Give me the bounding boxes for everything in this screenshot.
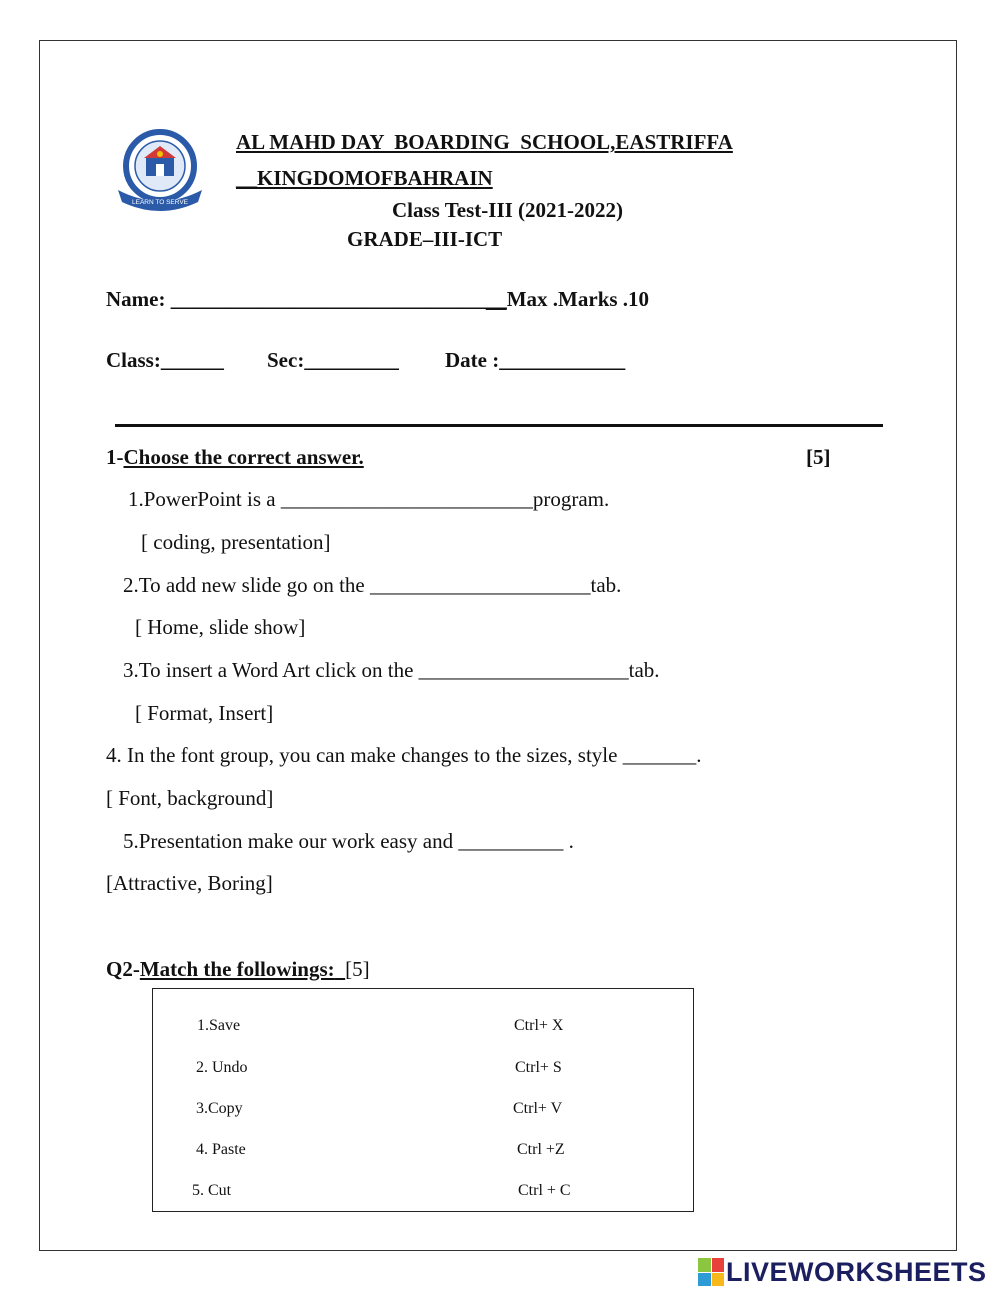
match-right-2[interactable]: Ctrl+ S <box>515 1059 562 1076</box>
name-label: Name: ______________________________ <box>106 287 486 311</box>
max-marks: Max .Marks .10 <box>506 287 650 311</box>
section2-title: Match the followings: <box>139 957 335 981</box>
date-field[interactable]: Date :____________ <box>445 348 626 372</box>
question-2[interactable]: 2.To add new slide go on the _____________________tab. <box>123 573 622 597</box>
match-left-4[interactable]: 4. Paste <box>196 1141 246 1158</box>
options-1: [ coding, presentation] <box>141 530 331 554</box>
section1-title: Choose the correct answer. <box>123 445 364 469</box>
sec-field[interactable]: Sec:_________ <box>267 348 399 372</box>
liveworksheets-icon <box>698 1258 724 1286</box>
section2-marks: [5] <box>345 957 370 981</box>
match-right-5[interactable]: Ctrl + C <box>518 1182 571 1199</box>
section1-number: 1- <box>106 445 124 469</box>
match-left-3[interactable]: 3.Copy <box>196 1100 243 1117</box>
section2-title-tail <box>335 957 346 981</box>
match-right-4[interactable]: Ctrl +Z <box>517 1141 565 1158</box>
question-5[interactable]: 5.Presentation make our work easy and __________ . <box>123 829 574 853</box>
match-left-2[interactable]: 2. Undo <box>196 1059 248 1076</box>
match-left-1[interactable]: 1.Save <box>197 1017 241 1034</box>
question-4[interactable]: 4. In the font group, you can make changes to the sizes, style _______. <box>106 743 702 767</box>
liveworksheets-brand <box>698 1257 987 1287</box>
divider-line <box>115 424 883 427</box>
name-field[interactable] <box>106 287 649 312</box>
options-4: [ Font, background] <box>106 786 274 810</box>
question-3[interactable]: 3.To insert a Word Art click on the ____________________tab. <box>123 658 660 682</box>
match-right-1[interactable]: Ctrl+ X <box>514 1017 564 1034</box>
options-2: [ Home, slide show] <box>135 615 306 639</box>
test-title: Class Test-III (2021-2022) <box>392 198 624 222</box>
section2-number: Q2- <box>106 957 140 981</box>
school-logo <box>112 128 208 218</box>
options-5: [Attractive, Boring] <box>106 871 273 895</box>
options-3: [ Format, Insert] <box>135 701 274 725</box>
section2-heading <box>106 957 370 982</box>
class-field[interactable]: Class:______ <box>106 348 224 372</box>
section1-marks: [5] <box>806 445 831 469</box>
logo-motto: LEARN TO SERVE <box>132 199 188 206</box>
school-name: AL MAHD DAY BOARDING SCHOOL,EASTRIFFA <box>236 130 733 154</box>
brand-name: LIVEWORKSHEETS <box>726 1256 987 1287</box>
question-1[interactable]: 1.PowerPoint is a ________________________program. <box>128 487 610 511</box>
grade-title: GRADE–III-ICT <box>347 227 503 251</box>
name-tail: __ <box>485 287 507 311</box>
section1-heading <box>106 445 364 470</box>
match-right-3[interactable]: Ctrl+ V <box>513 1100 563 1117</box>
country-name: __KINGDOMOFBAHRAIN <box>236 166 493 190</box>
match-left-5[interactable]: 5. Cut <box>192 1182 232 1199</box>
